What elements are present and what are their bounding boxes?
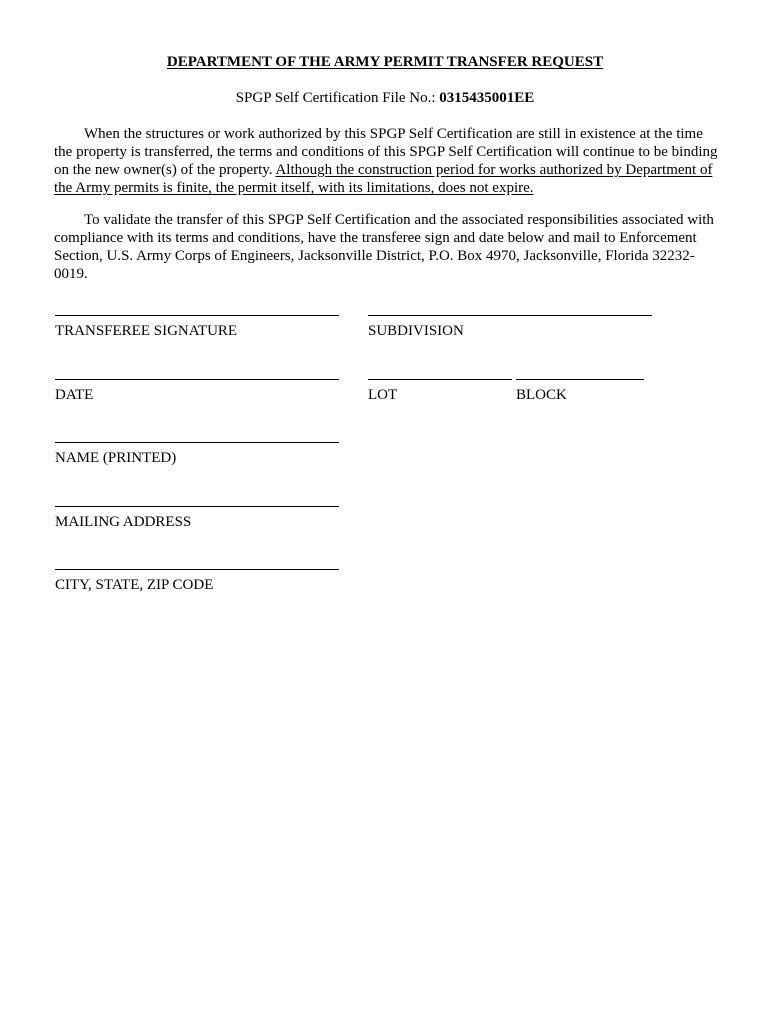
subdivision-line[interactable] xyxy=(368,315,652,316)
subdivision-label: SUBDIVISION xyxy=(368,323,464,339)
document-title: DEPARTMENT OF THE ARMY PERMIT TRANSFER REQUEST xyxy=(166,54,604,70)
mailing-instructions-paragraph: To validate the transfer of this SPGP Self Certification and the associated responsibilities associated with compliance with its terms and conditions, have the transferee sign and date below and mail to Enforcement Section, U.S. Army Corps of Engineers, Jacksonville District, P.O. Box 4970, Jacksonville, Florida 32232-0019. xyxy=(54,212,714,282)
transferee-signature-line[interactable] xyxy=(55,315,339,316)
block-label: BLOCK xyxy=(516,387,567,403)
date-line[interactable] xyxy=(55,379,339,380)
city-state-zip-line[interactable] xyxy=(55,569,339,570)
name-printed-label: NAME (PRINTED) xyxy=(55,450,177,466)
lot-line[interactable] xyxy=(368,379,512,380)
permit-expiry-notice: Although the construction period for works authorized by Department of the Army permits is finite, the permit itself, with its limitations, does not expire. xyxy=(54,162,713,196)
block-line[interactable] xyxy=(516,379,644,380)
city-state-zip-label: CITY, STATE, ZIP CODE xyxy=(55,577,214,593)
mailing-address-label: MAILING ADDRESS xyxy=(55,514,192,530)
transferee-signature-label: TRANSFEREE SIGNATURE xyxy=(55,323,238,339)
name-printed-line[interactable] xyxy=(55,442,339,443)
transfer-terms-text: When the structures or work authorized by this SPGP Self Certification are still in existence at the time the property is transferred, the terms and conditions of this SPGP Self Certification will continue to be binding on the new owner(s) of the property. xyxy=(54,126,718,178)
transfer-terms-paragraph xyxy=(54,125,722,197)
lot-label: LOT xyxy=(368,387,398,403)
file-number-label: SPGP Self Certification File No.: xyxy=(235,90,440,106)
file-number-line xyxy=(0,90,770,107)
mailing-address-line[interactable] xyxy=(55,506,339,507)
file-number-value: 0315435001EE xyxy=(439,90,535,106)
date-label: DATE xyxy=(55,387,94,403)
